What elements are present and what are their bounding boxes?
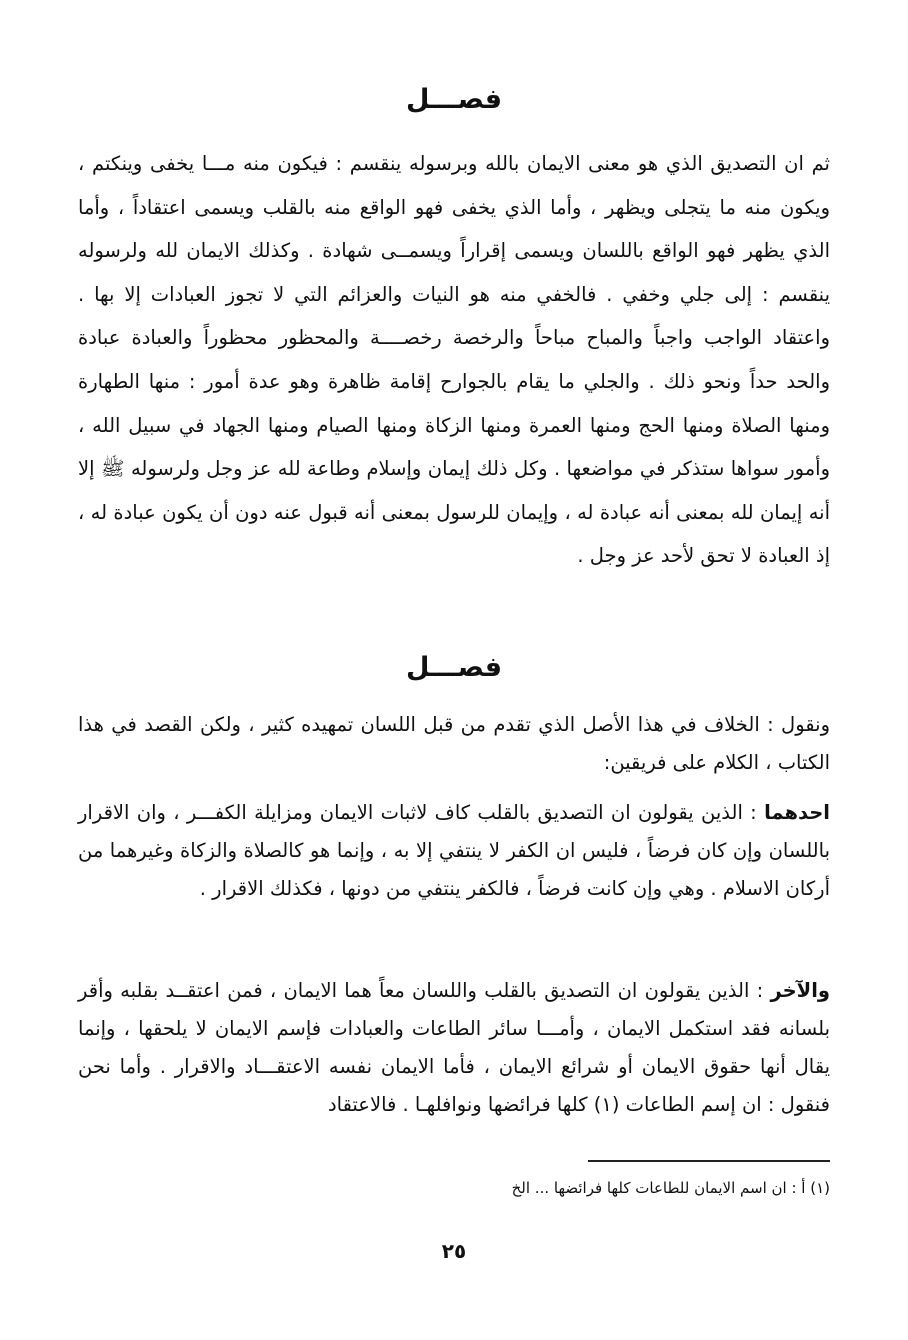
paragraph-lead-word: والآخر (770, 979, 830, 1002)
section-paragraph (78, 794, 830, 908)
section-heading: فصـــل (405, 652, 503, 683)
section-paragraph: ثم ان التصديق الذي هو معنى الايمان بالله وبرسوله ينقسم : فيكون منه مـــا يخفى وينكتم ، ويكون منه ما يتجلى ويظهر ، وأما الذي يخفى فهو الواقع منه بالقلب ويسمى اعتقاداً ، وأما الذي يظهر فهو الواقع باللسان ويسمى إقراراً ويسمــى شهادة . وكذلك الايمان لله ولرسوله ينقسم : إلى جلي وخفي . فالخفي منه هو النيات والعزائم التي لا تجوز العبادات إلا بها . واعتقاد الواجب واجباً والمباح مباحاً والرخصة رخصــــة والمحظور محظوراً والعبادة عبادة والحد حداً ونحو ذلك . والجلي ما يقام بالجوارح إقامة ظاهرة وهو عدة أمور : منها الطهارة ومنها الصلاة ومنها الحج ومنها العمرة ومنها الزكاة ومنها الصيام ومنها الجهاد في سبيل الله ، وأمور سواها ستذكر في مواضعها . وكل ذلك إيمان وإسلام وطاعة لله عز وجل ولرسوله ﷺ إلا أنه إيمان لله بمعنى أنه عبادة له ، وإيمان للرسول بمعنى أنه قبول عنه دون أن يكون عبادة له ، إذ العبادة لا تحق لأحد عز وجل . (78, 152, 830, 568)
section-paragraph (78, 972, 830, 1124)
section-paragraph: ونقول : الخلاف في هذا الأصل الذي تقدم من قبل اللسان تمهيده كثير ، ولكن القصد في هذا الكتاب ، الكلام على فريقين: (78, 713, 830, 774)
footnote-divider (588, 1160, 830, 1162)
footnote: (١) أ : ان اسم الايمان للطاعات كلها فرائضها ... الخ (511, 1179, 830, 1197)
paragraph-body: : الذين يقولون ان التصديق بالقلب كاف لاثبات الايمان ومزايلة الكفـــر ، وان الاقرار باللسان وإن كان فرضاً ، فليس ان الكفر لا ينتفي إلا به ، وإنما هو كالصلاة والزكاة وغيرهما من أركان الاسلام . وهي وإن كانت فرضاً ، فالكفر ينتفي من دونها ، فكذلك الاقرار . (78, 801, 830, 900)
paragraph-lead-word: احدهما (764, 801, 830, 824)
section-heading: فصـــل (405, 84, 503, 115)
page-number: ٢٥ (441, 1239, 467, 1263)
paragraph-body: : الذين يقولون ان التصديق بالقلب واللسان معاً هما الايمان ، فمن اعتقــد بقلبه وأقر بلسانه فقد استكمل الايمان ، وأمـــا سائر الطاعات والعبادات فإسم الايمان لا يلحقها ، وإنما يقال أنها حقوق الايمان أو شرائع الايمان ، فأما الايمان نفسه الاعتقـــاد والاقرار . وأما نحن فنقول : ان إسم الطاعات (١) كلها فرائضها ونوافلهـا . فالاعتقاد (78, 979, 830, 1116)
